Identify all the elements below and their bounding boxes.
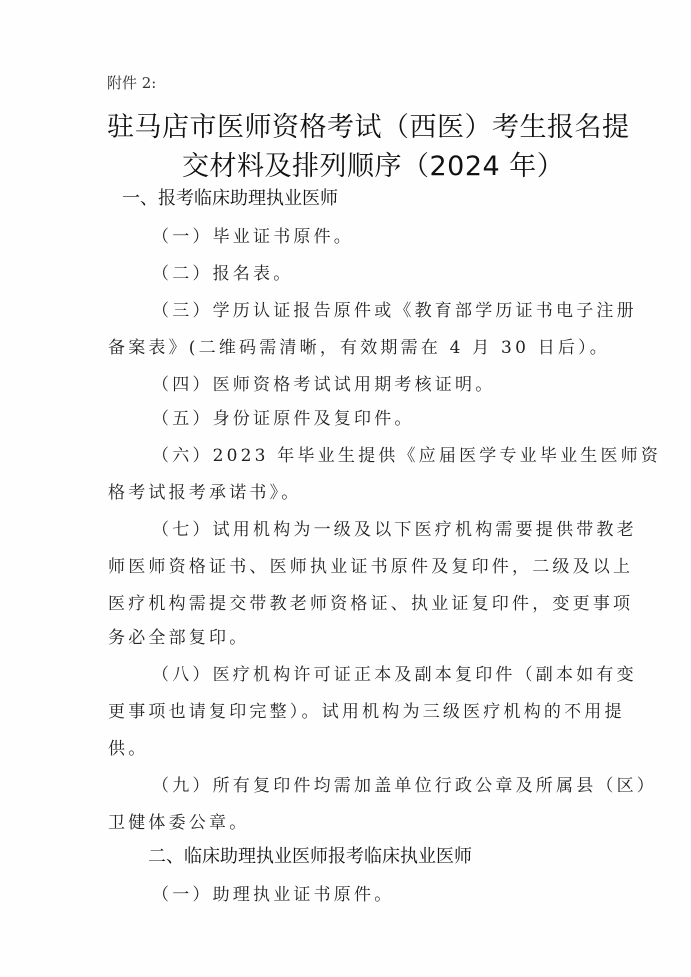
section-heading-2: 二、临床助理执业医师报考临床执业医师 — [148, 846, 472, 867]
paragraph-line: （五）身份证原件及复印件。 — [152, 409, 415, 429]
section-heading-1: 一、报考临床助理执业医师 — [122, 188, 338, 209]
paragraph-line: （二）报名表。 — [152, 264, 294, 284]
paragraph-line: 备案表》(二维码需清晰，有效期需在 4 月 30 日后）。 — [108, 338, 610, 358]
paragraph-line: 卫健体委公章。 — [108, 813, 250, 833]
paragraph-line: （一）毕业证书原件。 — [152, 227, 354, 247]
attachment-label: 附件 2: — [107, 74, 157, 92]
paragraph-line: 更事项也请复印完整）。试用机构为三级医疗机构的不用提 — [108, 702, 625, 722]
paragraph-line: 供。 — [108, 739, 149, 759]
paragraph-line: 师医师资格证书、医师执业证书原件及复印件，二级及以上 — [108, 557, 634, 577]
paragraph-line: （三）学历认证报告原件或《教育部学历证书电子注册 — [152, 301, 637, 321]
paragraph-line: 格考试报考承诺书》。 — [108, 483, 302, 503]
paragraph-line: （四）医师资格考试试用期考核证明。 — [152, 375, 496, 395]
document-title-line-1: 驻马店市医师资格考试（西医）考生报名提 — [107, 112, 630, 143]
paragraph-line: （六）2023 年毕业生提供《应届医学专业毕业生医师资 — [152, 446, 662, 466]
paragraph-line: 医疗机构需提交带教老师资格证、执业证复印件，变更事项 — [108, 594, 634, 614]
paragraph-line: （九）所有复印件均需加盖单位行政公章及所属县（区） — [152, 776, 657, 796]
document-title-line-2: 交材料及排列顺序（2024 年） — [182, 151, 565, 182]
paragraph-line: （一）助理执业证书原件。 — [152, 885, 395, 905]
paragraph-line: （七）试用机构为一级及以下医疗机构需要提供带教老 — [152, 520, 637, 540]
paragraph-line: （八）医疗机构许可证正本及副本复印件（副本如有变 — [152, 665, 637, 685]
paragraph-line: 务必全部复印。 — [108, 628, 250, 648]
